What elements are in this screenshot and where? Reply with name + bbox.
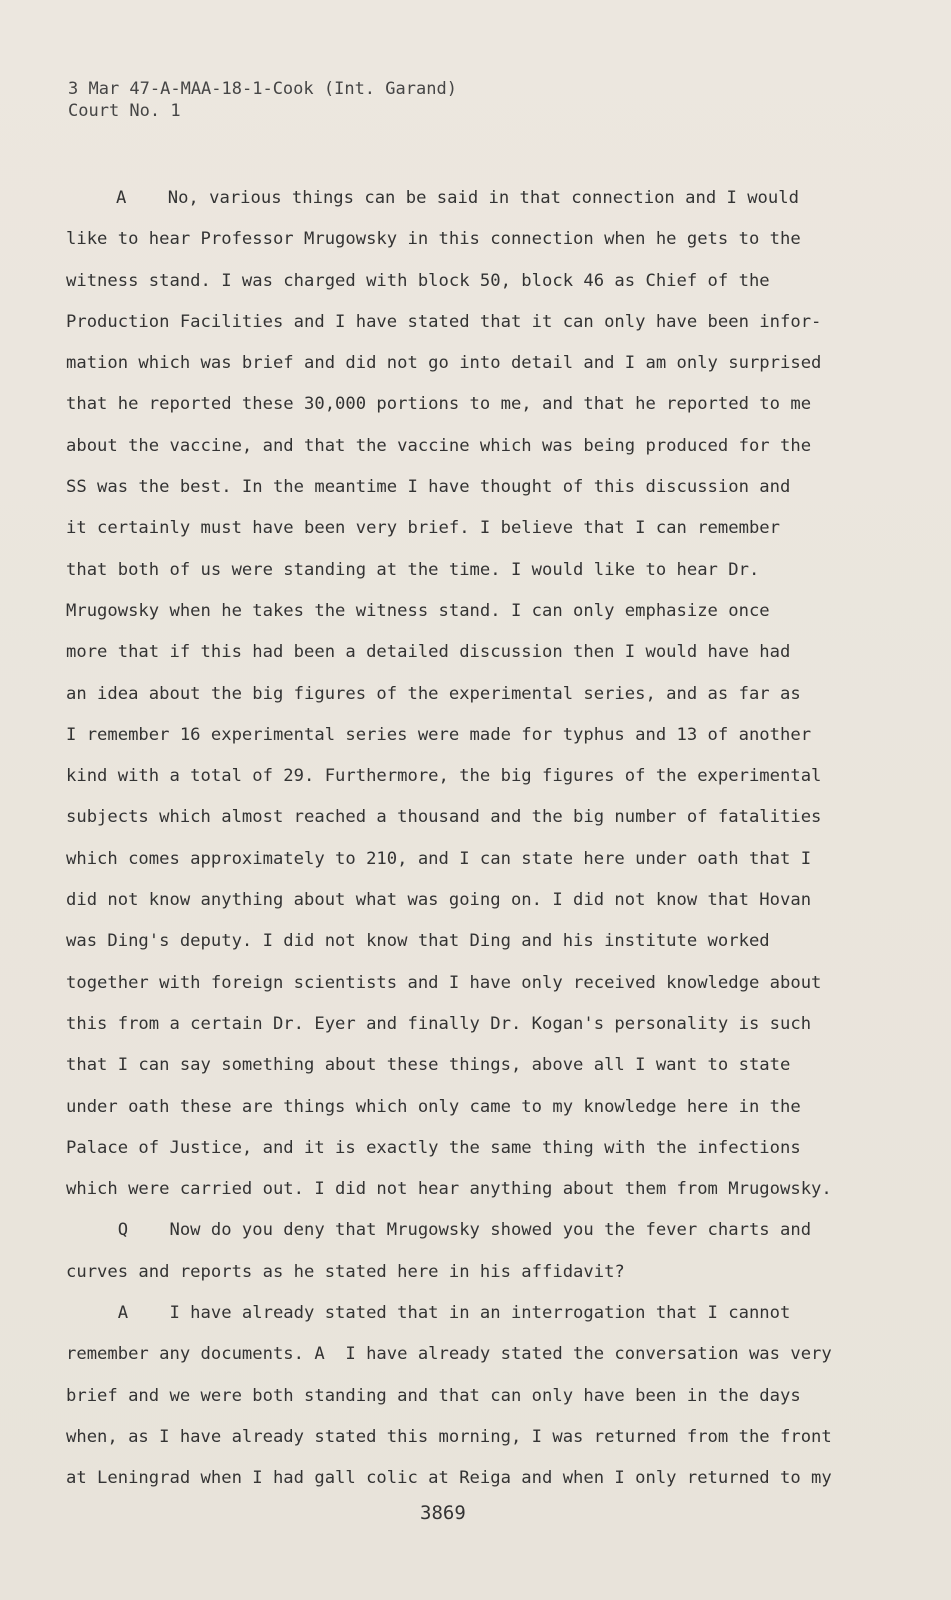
text-line: subjects which almost reached a thousand and the big number of fatalities bbox=[66, 807, 822, 828]
text-line: at Leningrad when I had gall colic at Reiga and when I only returned to my bbox=[66, 1468, 832, 1489]
text-line: more that if this had been a detailed discussion then I would have had bbox=[66, 642, 791, 663]
text-line: SS was the best. In the meantime I have thought of this discussion and bbox=[66, 477, 791, 498]
text-line: did not know anything about what was going on. I did not know that Hovan bbox=[66, 890, 812, 911]
text-line: which were carried out. I did not hear anything about them from Mrugowsky. bbox=[66, 1179, 832, 1200]
text-line: brief and we were both standing and that can only have been in the days bbox=[66, 1385, 801, 1406]
text-line: when, as I have already stated this morning, I was returned from the front bbox=[66, 1426, 832, 1447]
text-line: Production Facilities and I have stated that it can only have been infor- bbox=[66, 311, 822, 332]
text-line: an idea about the big figures of the experimental series, and as far as bbox=[66, 683, 801, 704]
transcript-body bbox=[66, 178, 866, 1500]
text-line: it certainly must have been very brief. I believe that I can remember bbox=[66, 518, 780, 539]
text-line: this from a certain Dr. Eyer and finally Dr. Kogan's personality is such bbox=[66, 1013, 812, 1034]
text-line: witness stand. I was charged with block 50, block 46 as Chief of the bbox=[66, 270, 770, 291]
text-line: Palace of Justice, and it is exactly the same thing with the infections bbox=[66, 1137, 801, 1158]
text-line: like to hear Professor Mrugowsky in this connection when he gets to the bbox=[66, 229, 801, 250]
text-line: kind with a total of 29. Furthermore, the big figures of the experimental bbox=[66, 766, 822, 787]
text-line: Mrugowsky when he takes the witness stand. I can only emphasize once bbox=[66, 600, 770, 621]
text-line: that I can say something about these things, above all I want to state bbox=[66, 1055, 791, 1076]
text-line: that he reported these 30,000 portions to me, and that he reported to me bbox=[66, 394, 812, 415]
text-line: A No, various things can be said in that connection and I would bbox=[116, 188, 799, 208]
header-court: Court No. 1 bbox=[68, 101, 181, 121]
text-line: remember any documents. A I have already stated the conversation was very bbox=[66, 1344, 832, 1365]
text-line: which comes approximately to 210, and I can state here under oath that I bbox=[66, 848, 812, 869]
header-reference: 3 Mar 47-A-MAA-18-1-Cook (Int. Garand) bbox=[68, 79, 457, 99]
text-line: that both of us were standing at the time. I would like to hear Dr. bbox=[66, 559, 760, 580]
text-line: was Ding's deputy. I did not know that Ding and his institute worked bbox=[66, 931, 770, 952]
text-line: about the vaccine, and that the vaccine which was being produced for the bbox=[66, 435, 812, 456]
document-header bbox=[68, 78, 457, 122]
text-line: together with foreign scientists and I have only received knowledge about bbox=[66, 972, 822, 993]
text-line: under oath these are things which only came to my knowledge here in the bbox=[66, 1096, 801, 1117]
text-line: Q Now do you deny that Mrugowsky showed you the fever charts and bbox=[66, 1220, 812, 1241]
text-line: I remember 16 experimental series were made for typhus and 13 of another bbox=[66, 724, 812, 745]
text-line: A I have already stated that in an interrogation that I cannot bbox=[66, 1303, 791, 1324]
page-number: 3869 bbox=[420, 1502, 466, 1524]
text-line: mation which was brief and did not go into detail and I am only surprised bbox=[66, 353, 822, 374]
text-line: curves and reports as he stated here in his affidavit? bbox=[66, 1261, 625, 1282]
